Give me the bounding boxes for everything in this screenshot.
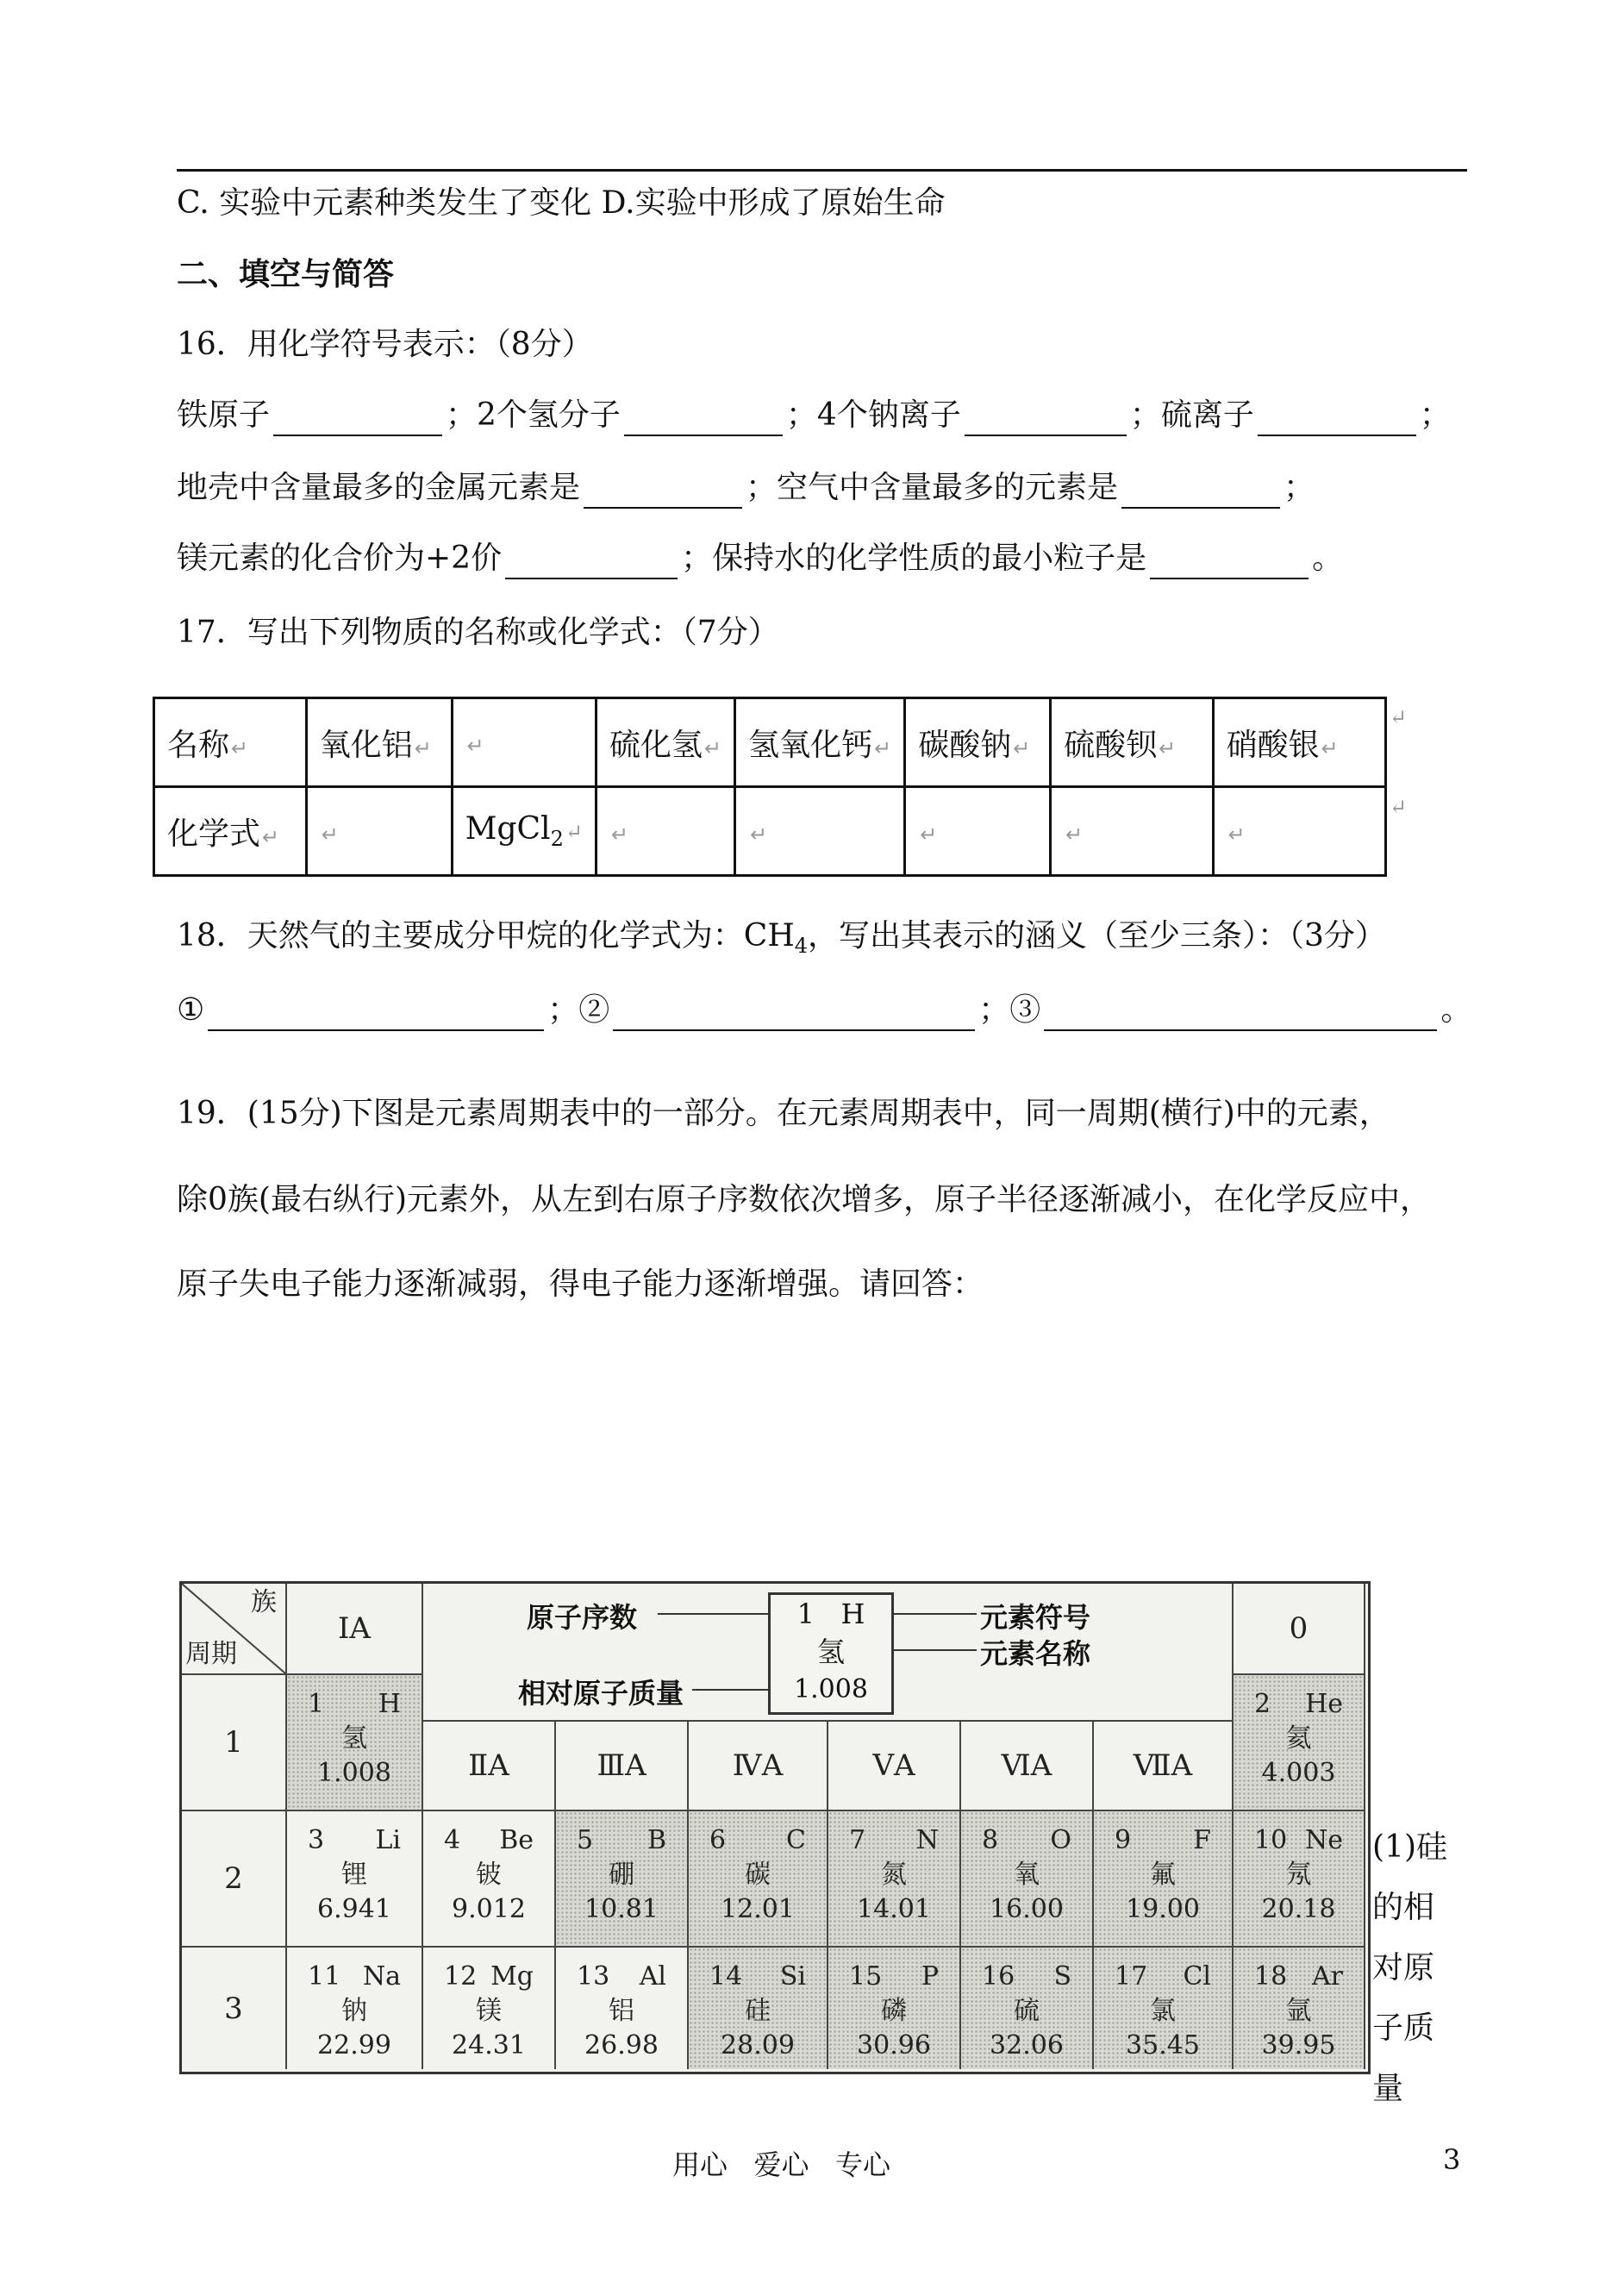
q19-sub1-line: 子质 (1372, 2010, 1435, 2046)
answer-blank[interactable] (273, 402, 442, 436)
element-cell-s: 16 S 硫 32.06 (961, 1948, 1094, 2069)
element-cell-li: 3 Li 锂 6.941 (287, 1811, 423, 1948)
legend-mass-label: 相对原子质量 (518, 1677, 684, 1710)
periodic-table-figure (179, 1581, 1371, 2074)
q16-stem: 16．用化学符号表示：（8分） (177, 327, 593, 362)
element-cell-n: 7 N 氮 14.01 (828, 1811, 961, 1948)
answer-blank[interactable] (208, 997, 544, 1031)
element-cell-cl: 17 Cl 氯 35.45 (1094, 1948, 1234, 2069)
q18-stem: 18．天然气的主要成分甲烷的化学式为：$CH_4$，写出其表示的涵义（至少三条）：（3分） (177, 918, 1386, 959)
marker: ；② (547, 992, 610, 1028)
row-end-mark: ↵ (1390, 795, 1408, 819)
section-title: 二、填空与简答 (177, 256, 395, 292)
table-header-cell: 化学式↵ (154, 787, 307, 876)
table-cell: 硝酸银↵ (1213, 698, 1385, 787)
q18-answers (177, 990, 1471, 1031)
group-header: ⅤA (828, 1722, 961, 1811)
q19-text-line1: 19．(15分)下图是元素周期表中的一部分。在元素周期表中，同一周期(横行)中的元素， (177, 1096, 1390, 1131)
q19-text-line3: 原子失电子能力逐渐减弱，得电子能力逐渐增强。请回答： (177, 1266, 984, 1302)
legend-leader (658, 1613, 768, 1615)
group-axis-label: 族 (251, 1587, 277, 1617)
element-cell-na: 11 Na 钠 22.99 (287, 1948, 423, 2069)
period-axis-label: 周期 (185, 1639, 237, 1669)
element-cell-he: 2 He 氦 4.003 (1234, 1675, 1365, 1811)
table-cell[interactable]: ↵ (1051, 787, 1214, 876)
q19-sub1-line: 对原 (1372, 1950, 1435, 1985)
table-cell: 硫化氢↵ (596, 698, 734, 787)
answer-blank[interactable] (965, 402, 1127, 436)
element-cell-al: 13 Al 铝 26.98 (556, 1948, 689, 2069)
corner-cell (182, 1584, 287, 1675)
page-number: 3 (1443, 2143, 1461, 2176)
q16-air-element-label: ；空气中含量最多的元素是 (746, 470, 1119, 505)
q16-line2 (177, 467, 1315, 509)
legend-name-label: 元素名称 (980, 1637, 1091, 1670)
answer-blank[interactable] (505, 545, 678, 579)
table-cell: 氢氧化钙↵ (735, 698, 905, 787)
legend-leader (894, 1613, 977, 1615)
period-label: 1 (182, 1675, 287, 1811)
element-cell-o: 8 O 氧 16.00 (961, 1811, 1094, 1948)
legend-leader (894, 1649, 977, 1651)
table-cell[interactable]: ↵ (306, 787, 452, 876)
legend-sample-box: 1 H 氢 1.008 (768, 1592, 894, 1715)
marker: ① (177, 992, 205, 1028)
group-header: ⅡA (423, 1722, 556, 1811)
answer-blank[interactable] (1121, 474, 1280, 509)
q17-stem: 17．写出下列物质的名称或化学式：（7分） (177, 615, 779, 650)
q19-sub1-line: 量 (1372, 2071, 1404, 2106)
q16-h2-label: ；2个氢分子 (446, 397, 621, 433)
table-row (154, 787, 1386, 876)
table-row (154, 698, 1386, 787)
legend-leader (692, 1689, 768, 1691)
q16-water-particle-label: ；保持水的化学性质的最小粒子是 (681, 541, 1147, 576)
table-header-cell: 名称↵ (154, 698, 307, 787)
group-header: IA (287, 1584, 423, 1675)
q16-crust-metal-label: 地壳中含量最多的金属元素是 (177, 470, 581, 505)
legend-atomic-number-label: 原子序数 (527, 1601, 638, 1634)
group-header: ⅣA (689, 1722, 828, 1811)
element-cell-mg: 12 Mg 镁 24.31 (423, 1948, 556, 2069)
answer-blank[interactable] (1258, 402, 1416, 436)
element-cell-be: 4 Be 铍 9.012 (423, 1811, 556, 1948)
period-label: 3 (182, 1948, 287, 2069)
q16-iron-atom-label: 铁原子 (177, 397, 271, 433)
marker: ；③ (978, 992, 1041, 1028)
element-cell-c: 6 C 碳 12.01 (689, 1811, 828, 1948)
q16-line1 (177, 395, 1451, 436)
table-cell: 氧化铝↵ (306, 698, 452, 787)
answer-blank[interactable] (1150, 545, 1309, 579)
q15-options-tail: C. 实验中元素种类发生了变化 D.实验中形成了原始生命 (177, 185, 946, 221)
element-cell-ne: 10 Ne 氖 20.18 (1234, 1811, 1365, 1948)
group-header: ⅢA (556, 1722, 689, 1811)
q16-mg-valence-label: 镁元素的化合价为+2价 (177, 541, 503, 576)
punct: ； (1284, 470, 1315, 505)
element-cell-h: 1 H 氢 1.008 (287, 1675, 423, 1811)
legend-symbol-label: 元素符号 (980, 1601, 1091, 1634)
group-header: ⅦA (1094, 1722, 1234, 1811)
element-cell-si: 14 Si 硅 28.09 (689, 1948, 828, 2069)
header-rule (177, 169, 1467, 172)
q19-text-line2: 除0族(最右纵行)元素外，从左到右原子序数依次增多，原子半径逐渐减小，在化学反应中， (177, 1182, 1431, 1217)
element-cell-ar: 18 Ar 氩 39.95 (1234, 1948, 1365, 2069)
answer-blank[interactable] (584, 474, 742, 509)
period-label: 2 (182, 1811, 287, 1948)
q16-na-ion-label: ；4个钠离子 (785, 397, 961, 433)
table-cell: MgCl$_2$↵ (452, 787, 596, 876)
footer-motto: 用心 爱心 专心 (672, 2148, 891, 2181)
row-end-mark: ↵ (1390, 705, 1408, 729)
table-cell[interactable]: ↵ (905, 787, 1051, 876)
punct: 。 (1312, 541, 1344, 576)
answer-blank[interactable] (1044, 997, 1437, 1031)
table-cell[interactable]: ↵ (596, 787, 734, 876)
element-cell-b: 5 B 硼 10.81 (556, 1811, 689, 1948)
q17-table (153, 697, 1387, 877)
answer-blank[interactable] (624, 402, 783, 436)
table-cell[interactable]: ↵ (735, 787, 905, 876)
answer-blank[interactable] (613, 997, 975, 1031)
table-cell[interactable]: ↵ (452, 698, 596, 787)
table-cell: 硫酸钡↵ (1051, 698, 1214, 787)
element-cell-f: 9 F 氟 19.00 (1094, 1811, 1234, 1948)
table-cell[interactable]: ↵ (1213, 787, 1385, 876)
element-cell-p: 15 P 磷 30.96 (828, 1948, 961, 2069)
legend (423, 1584, 1234, 1722)
q19-sub1-line: 的相 (1372, 1890, 1435, 1925)
q16-s-ion-label: ；硫离子 (1129, 397, 1254, 433)
q16-line3 (177, 538, 1343, 579)
q19-sub1-line: (1)硅 (1372, 1829, 1447, 1865)
table-cell: 碳酸钠↵ (905, 698, 1051, 787)
group-header: 0 (1234, 1584, 1365, 1675)
group-header: ⅥA (961, 1722, 1094, 1811)
punct: ； (1419, 397, 1451, 433)
marker: 。 (1440, 992, 1472, 1028)
